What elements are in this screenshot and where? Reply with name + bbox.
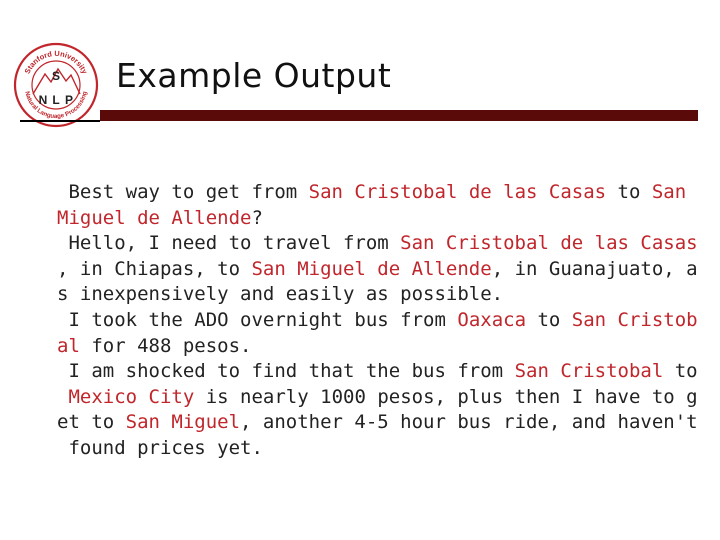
output-line: [57, 385, 698, 411]
entity-highlight: San Miguel de Allende: [251, 257, 492, 280]
stanford-nlp-logo: [13, 42, 99, 128]
output-text: Best way to get from: [57, 181, 309, 203]
entity-highlight: Oaxaca: [457, 308, 527, 331]
output-text: Hello, I need to travel from: [57, 232, 401, 255]
output-text: to: [526, 308, 572, 331]
output-line: [57, 206, 677, 232]
output-line: [57, 308, 698, 334]
example-output-text: [57, 180, 698, 462]
title-rule: [100, 110, 698, 121]
output-text: is nearly 1000 pesos, plus then I have to g: [194, 385, 698, 408]
output-text: to: [606, 181, 652, 203]
logo-letter-p: P: [64, 93, 74, 107]
entity-highlight: San Cristob: [571, 308, 698, 331]
output-line: [57, 436, 677, 462]
output-text: [57, 386, 68, 408]
entity-highlight: San: [651, 181, 687, 203]
entity-highlight: San Cristobal: [514, 360, 664, 383]
output-text: for 488 pesos.: [79, 334, 252, 357]
output-text: s inexpensively and easily as possible.: [57, 283, 504, 306]
output-line: [57, 257, 698, 283]
output-line: [57, 282, 677, 308]
entity-highlight: Miguel de Allende: [57, 206, 252, 229]
entity-highlight: Mexico City: [68, 385, 195, 408]
output-text: , in Chiapas, to: [57, 257, 252, 280]
output-text: ?: [251, 206, 263, 229]
logo-top-text: Stanford University: [22, 48, 90, 76]
output-text: to: [663, 360, 698, 383]
logo-letter-l: L: [52, 93, 60, 107]
entity-highlight: San Miguel: [125, 411, 241, 434]
output-text: found prices yet.: [57, 436, 263, 459]
logo-bottom-text: Natural Language Processing: [23, 90, 89, 121]
output-line: [57, 334, 677, 360]
output-line: [57, 410, 698, 436]
logo-letter-n: N: [38, 93, 48, 107]
output-text: I took the ADO overnight bus from: [57, 308, 458, 331]
output-text: et to: [57, 411, 126, 434]
title-rule-accent: [20, 120, 100, 122]
entity-highlight: San Cristobal de las Casas: [308, 181, 607, 203]
output-text: I am shocked to find that the bus from: [57, 360, 515, 383]
output-line: [57, 231, 698, 257]
slide-title: Example Output: [116, 56, 392, 95]
output-line: [57, 359, 698, 385]
output-line: [57, 180, 687, 206]
output-text: , another 4-5 hour bus ride, and haven't: [240, 411, 698, 434]
output-text: , in Guanajuato, a: [491, 257, 698, 280]
entity-highlight: San Cristobal de las Casas: [400, 232, 698, 255]
entity-highlight: al: [57, 334, 80, 357]
logo-letter-s: S: [51, 69, 61, 83]
